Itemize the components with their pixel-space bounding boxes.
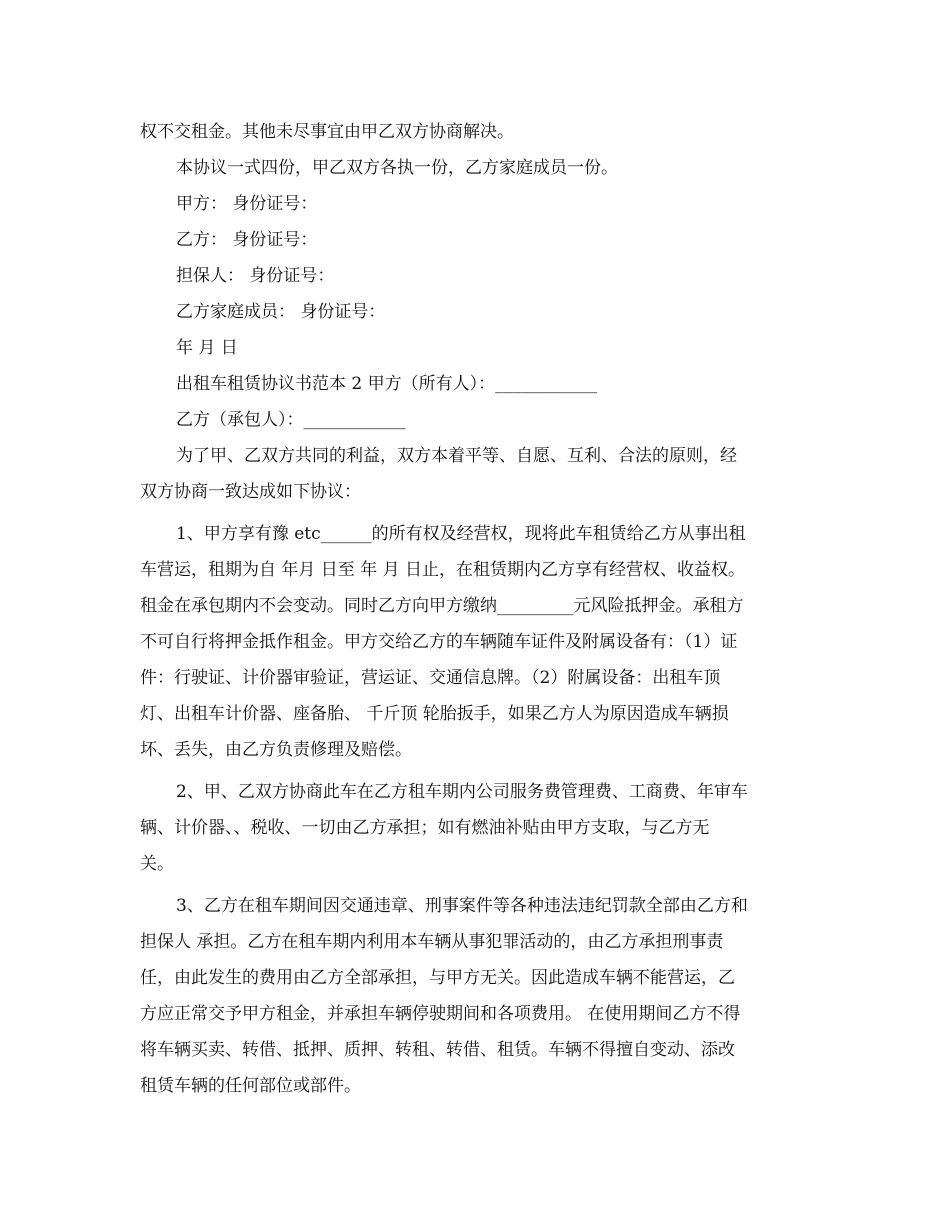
signature-line-family-member: 乙方家庭成员： 身份证号：	[176, 302, 386, 322]
signature-line-party-a: 甲方： 身份证号：	[176, 194, 318, 214]
clause-1-line: 灯、出租车计价器、座备胎、 千斤顶 轮胎扳手，如果乙方人为原因造成车辆损	[140, 704, 729, 724]
clause-1-line: 件：行驶证、计价器审验证，营运证、交通信息牌。（2）附属设备：出租车顶	[140, 668, 721, 688]
text-line: 权不交租金。其他未尽事宜由甲乙双方协商解决。	[140, 122, 514, 142]
clause-3-line: 任，由此发生的费用由乙方全部承担，与甲方无关。因此造成车辆不能营运，乙	[140, 968, 735, 988]
signature-line-guarantor: 担保人： 身份证号：	[176, 266, 335, 286]
clause-3-line: 方应正常交予甲方租金，并承担车辆停驶期间和各项费用。 在使用期间乙方不得	[140, 1004, 741, 1024]
clause-1-line: 1、甲方享有豫 etc______的所有权及经营权，现将此车租赁给乙方从事出租	[176, 524, 746, 544]
clause-3-line: 担保人 承担。乙方在租车期内利用本车辆从事犯罪活动的，由乙方承担刑事责	[140, 932, 724, 952]
clause-2-line: 2、甲、乙双方协商此车在乙方租车期内公司服务费管理费、工商费、年审车	[176, 782, 748, 802]
date-line: 年 月 日	[176, 338, 238, 358]
text-line: 双方协商一致达成如下协议：	[140, 482, 361, 502]
clause-1-line: 不可自行将押金抵作租金。甲方交给乙方的车辆随车证件及附属设备有：（1）证	[140, 632, 738, 652]
text-line: 为了甲、乙双方共同的利益，双方本着平等、自愿、互利、合法的原则，经	[176, 446, 737, 466]
clause-1-line: 车营运，租期为自 年月 日至 年 月 日止，在租赁期内乙方享有经营权、收益权。	[140, 560, 746, 580]
clause-2-line: 关。	[140, 854, 174, 874]
clause-1-line: 坏、丢失，由乙方负责修理及赔偿。	[140, 740, 412, 760]
clause-3-line: 租赁车辆的任何部位或部件。	[140, 1076, 361, 1096]
clause-2-line: 辆、计价器、、税收、一切由乙方承担；如有燃油补贴由甲方支取，与乙方无	[140, 818, 710, 838]
agreement-title-line: 出租车租赁协议书范本 2 甲方（所有人）：____________	[176, 374, 598, 394]
clause-3-line: 将车辆买卖、转借、抵押、质押、转租、转借、租赁。车辆不得擅自变动、添改	[140, 1040, 735, 1060]
clause-1-line: 租金在承包期内不会变动。同时乙方向甲方缴纳_________元风险抵押金。承租方	[140, 596, 744, 616]
clause-3-line: 3、乙方在租车期间因交通违章、刑事案件等各种违法违纪罚款全部由乙方和	[176, 896, 748, 916]
party-b-line: 乙方（承包人）：____________	[176, 410, 406, 430]
signature-line-party-b: 乙方： 身份证号：	[176, 230, 318, 250]
document-body	[140, 114, 804, 1104]
text-line: 本协议一式四份，甲乙双方各执一份，乙方家庭成员一份。	[176, 158, 618, 178]
